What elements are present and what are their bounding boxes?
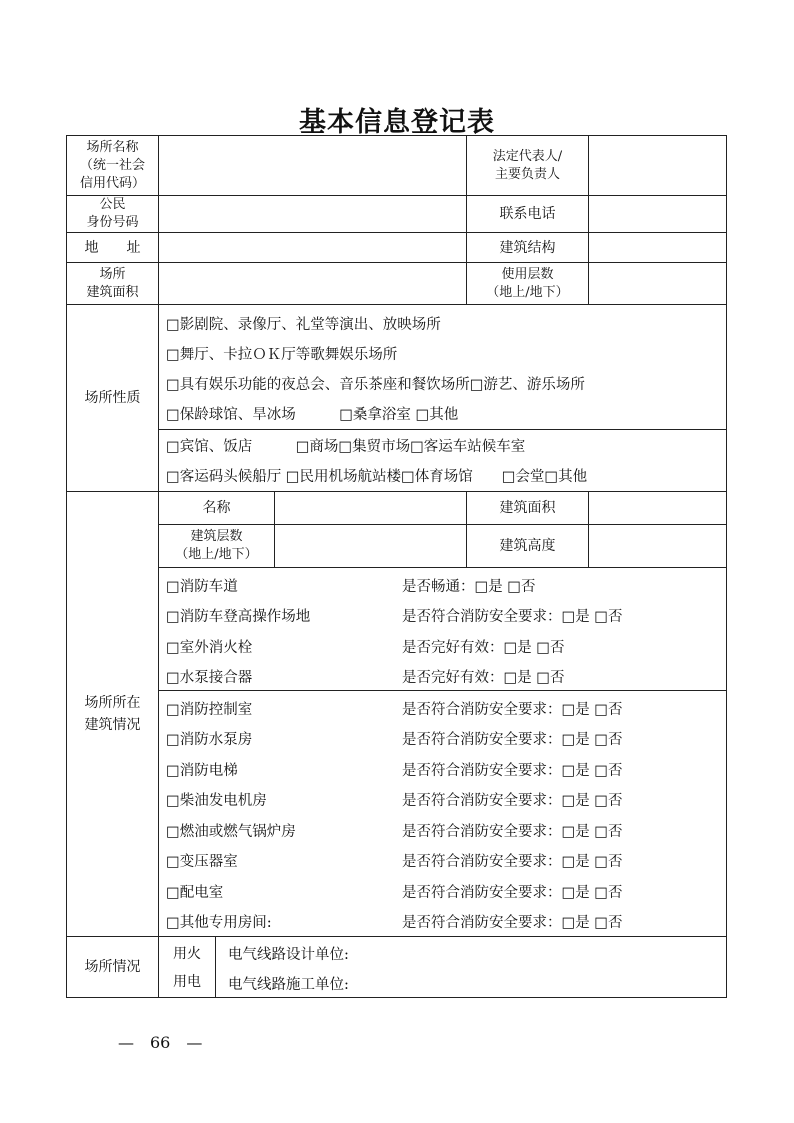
generator-room-question[interactable]: 是否符合消防安全要求：□是 □否 (402, 793, 623, 809)
other-room-question[interactable]: 是否符合消防安全要求：□是 □否 (402, 915, 623, 931)
structure-field[interactable] (589, 233, 726, 262)
floors-label: 使用层数 （地上/地下） (486, 266, 569, 300)
address-label: 地 址 (84, 239, 141, 256)
venue-name-label: 场所名称 （统一社会 信用代码） (79, 139, 145, 191)
building-area-label: 建筑面积 (499, 500, 556, 516)
aerial-site-option[interactable]: □消防车登高操作场地 (166, 609, 311, 625)
nature-label: 场所性质 (84, 390, 141, 406)
fire-lane-option[interactable]: □消防车道 (166, 579, 238, 595)
page-number: — 66 — (118, 1033, 203, 1052)
phone-field[interactable] (589, 196, 726, 232)
building-name-label: 名称 (202, 500, 231, 516)
power-room-question[interactable]: 是否符合消防安全要求：□是 □否 (402, 885, 623, 901)
area-field[interactable] (159, 263, 466, 304)
transformer-room-option[interactable]: □变压器室 (166, 854, 238, 870)
hydrant-question[interactable]: 是否完好有效：□是 □否 (402, 640, 565, 656)
power-use-label: 用电 (173, 974, 201, 990)
nature-option[interactable]: □保龄球馆、旱冰场 □桑拿浴室 □其他 (166, 407, 459, 423)
generator-room-option[interactable]: □柴油发电机房 (166, 793, 267, 809)
power-room-option[interactable]: □配电室 (166, 885, 224, 901)
area-label: 场所 建筑面积 (86, 266, 139, 300)
id-number-label: 公民 身份号码 (86, 197, 139, 230)
venue-name-field[interactable] (159, 136, 466, 195)
building-height-label: 建筑高度 (499, 538, 556, 554)
design-unit-field[interactable]: 电气线路设计单位: (228, 947, 349, 963)
building-area-field[interactable] (589, 492, 726, 524)
pump-adapter-question[interactable]: 是否完好有效：□是 □否 (402, 670, 565, 686)
fire-lane-question[interactable]: 是否畅通：□是 □否 (402, 579, 536, 595)
aerial-site-question[interactable]: 是否符合消防安全要求：□是 □否 (402, 609, 623, 625)
building-height-field[interactable] (589, 525, 726, 567)
nature-option[interactable]: □影剧院、录像厅、礼堂等演出、放映场所 (166, 317, 441, 333)
transformer-room-question[interactable]: 是否符合消防安全要求：□是 □否 (402, 854, 623, 870)
boiler-room-question[interactable]: 是否符合消防安全要求：□是 □否 (402, 824, 623, 840)
address-field[interactable] (159, 233, 466, 262)
legal-rep-field[interactable] (589, 136, 726, 195)
id-number-field[interactable] (159, 196, 466, 232)
building-floors-field[interactable] (275, 525, 466, 567)
pump-adapter-option[interactable]: □水泵接合器 (166, 670, 253, 686)
boiler-room-option[interactable]: □燃油或燃气锅炉房 (166, 824, 296, 840)
legal-rep-label: 法定代表人/ 主要负责人 (492, 148, 563, 182)
nature-option[interactable]: □具有娱乐功能的夜总会、音乐茶座和餐饮场所□游艺、游乐场所 (166, 377, 585, 393)
control-room-option[interactable]: □消防控制室 (166, 702, 253, 718)
fire-elevator-question[interactable]: 是否符合消防安全要求：□是 □否 (402, 763, 623, 779)
nature-option[interactable]: □客运码头候船厅 □民用机场航站楼□体育场馆 □会堂□其他 (166, 469, 588, 485)
hydrant-option[interactable]: □室外消火栓 (166, 640, 253, 656)
nature-option[interactable]: □舞厅、卡拉ＯＫ厅等歌舞娱乐场所 (166, 347, 398, 363)
structure-label: 建筑结构 (499, 239, 556, 256)
fire-use-label: 用火 (173, 946, 201, 962)
pump-room-option[interactable]: □消防水泵房 (166, 732, 253, 748)
page-title: 基本信息登记表 (299, 107, 495, 138)
nature-option[interactable]: □宾馆、饭店 □商场□集贸市场□客运车站候车室 (166, 439, 526, 455)
build-unit-field[interactable]: 电气线路施工单位: (228, 977, 349, 993)
building-label: 场所所在 建筑情况 (84, 695, 141, 733)
phone-label: 联系电话 (499, 206, 556, 222)
situation-label: 场所情况 (84, 959, 141, 975)
building-floors-label: 建筑层数 （地上/地下） (175, 529, 258, 562)
building-name-field[interactable] (275, 492, 466, 524)
fire-elevator-option[interactable]: □消防电梯 (166, 763, 238, 779)
pump-room-question[interactable]: 是否符合消防安全要求：□是 □否 (402, 732, 623, 748)
floors-field[interactable] (589, 263, 726, 304)
control-room-question[interactable]: 是否符合消防安全要求：□是 □否 (402, 702, 623, 718)
other-room-option[interactable]: □其他专用房间: (166, 915, 272, 931)
